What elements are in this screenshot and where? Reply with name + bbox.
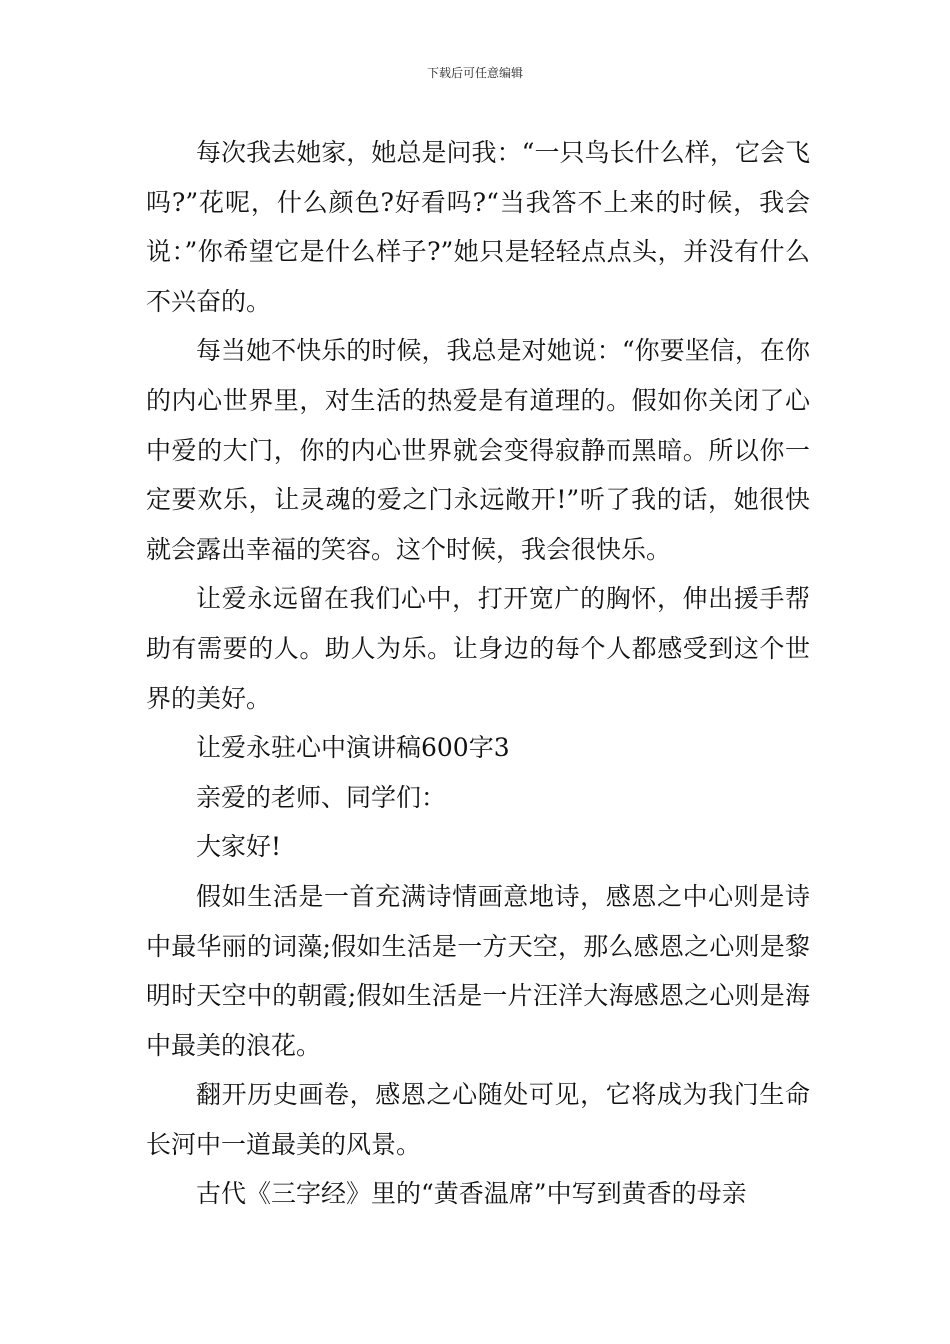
section-title: 让爱永驻心中演讲稿600字3	[196, 733, 510, 763]
paragraph: 古代《三字经》里的“黄香温席”中写到黄香的母亲	[196, 1179, 747, 1209]
page-header: 下载后可任意编辑	[426, 66, 523, 80]
paragraph: 翻开历史画卷，感恩之心随处可见，它将成为我门生命长河中一道最美的风景。	[146, 1080, 810, 1159]
salutation: 亲爱的老师、同学们：	[196, 782, 447, 812]
paragraph: 让爱永远留在我们心中，打开宽广的胸怀，伸出援手帮助有需要的人。助人为乐。让身边的每个人都感受到这个世界的美好。	[146, 584, 810, 713]
paragraph: 每次我去她家，她总是问我：“一只鸟长什么样，它会飞吗?”花呢，什么颜色?好看吗?“当我答不上来的时候，我会说：”你希望它是什么样子?”她只是轻轻点点头，并没有什么不兴奋的。	[146, 138, 810, 316]
greeting: 大家好!	[196, 832, 282, 862]
paragraph: 每当她不快乐的时候，我总是对她说：“你要坚信，在你的内心世界里，对生活的热爱是有道理的。假如你关闭了心中爱的大门，你的内心世界就会变得寂静而黑暗。所以你一定要欢乐，让灵魂的爱之门永远敞开!”听了我的话，她很快就会露出幸福的笑容。这个时候，我会很快乐。	[146, 336, 810, 564]
document-body	[146, 128, 810, 1219]
paragraph: 假如生活是一首充满诗情画意地诗，感恩之中心则是诗中最华丽的词藻;假如生活是一方天空，那么感恩之心则是黎明时天空中的朝霞;假如生活是一片汪洋大海感恩之心则是海中最美的浪花。	[146, 881, 810, 1060]
